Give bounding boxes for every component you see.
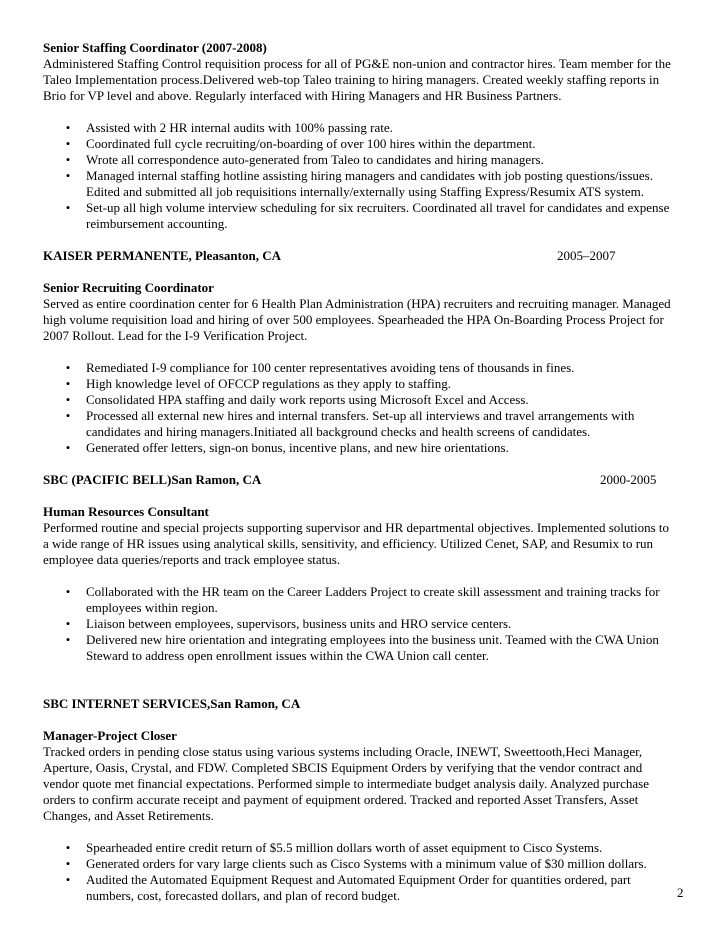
resume-page [43, 40, 683, 904]
bullet-icon: • [65, 200, 71, 215]
job-summary-line: Served as entire coordination center for 6 Health Plan Administration (HPA) recruiters and recruiting manager. Managed [43, 296, 671, 311]
accomplishment-list [43, 840, 683, 904]
job-section-kaiser [43, 248, 683, 456]
job-summary-line: Performed routine and special projects supporting supervisor and HR departmental objectives. Implemented solutions to [43, 520, 670, 535]
bullet-icon: • [65, 376, 71, 391]
job-summary-line: Aperture, Oasis, Crystal, and FDW. Completed SBCIS Equipment Orders by verifying that the vendor contract and [43, 760, 643, 775]
accomplishment-item: • Collaborated with the HR team on the Career Ladders Project to create skill assessment and training tracks for employees within region. [43, 584, 683, 616]
job-title: Human Resources Consultant [43, 504, 209, 519]
job-section-pge [43, 40, 683, 232]
bullet-icon: • [65, 120, 71, 135]
bullet-icon: • [65, 408, 71, 423]
accomplishment-list [43, 360, 683, 456]
accomplishment-item: • Wrote all correspondence auto-generated from Taleo to candidates and hiring managers. [43, 152, 683, 168]
bullet-icon: • [65, 840, 71, 855]
job-summary-line: high volume requisition load and hiring of over 500 employees. Spearheaded the HPA On-Boarding Process Project for [43, 312, 664, 327]
bullet-icon: • [65, 872, 71, 887]
job-summary-line: employee data queries/reports and track employee status. [43, 552, 341, 567]
accomplishment-item: • Remediated I-9 compliance for 100 center representatives avoiding tens of thousands in fines. [43, 360, 683, 376]
job-summary-line: Brio for VP level and above. Regularly interfaced with Hiring Managers and HR Business Partners. [43, 88, 562, 103]
bullet-icon: • [65, 136, 71, 151]
accomplishment-item: • Consolidated HPA staffing and daily work reports using Microsoft Excel and Access. [43, 392, 683, 408]
job-summary-line: Changes, and Asset Retirements. [43, 808, 214, 823]
accomplishment-item: • Liaison between employees, supervisors, business units and HRO service centers. [43, 616, 683, 632]
job-summary-line: vendor quote met financial expectations. Performed simple to intermediate budget analysis daily. Analyzed purchase [43, 776, 649, 791]
accomplishment-item: • Spearheaded entire credit return of $5.5 million dollars worth of asset equipment to Cisco Systems. [43, 840, 683, 856]
job-summary-line: orders to confirm accurate receipt and payment of equipment ordered. Tracked and reported Asset Transfers, Asset [43, 792, 639, 807]
employment-dates: 2005–2007 [557, 248, 616, 263]
bullet-icon: • [65, 584, 71, 599]
accomplishment-item: • Processed all external new hires and internal transfers. Set-up all interviews and travel arrangements with candidates and hiring managers.Initiated all background checks and health screens of candidates. [43, 408, 683, 440]
accomplishment-item: • Coordinated full cycle recruiting/on-boarding of over 100 hires within the department. [43, 136, 683, 152]
accomplishment-item: • Assisted with 2 HR internal audits with 100% passing rate. [43, 120, 683, 136]
company-name: SBC INTERNET SERVICES,San Ramon, CA [43, 696, 301, 711]
job-summary-line: a wide range of HR issues using analytical skills, sensitivity, and efficiency. Utilized Cenet, SAP, and Resumix to run [43, 536, 654, 551]
job-summary-line: Tracked orders in pending close status using various systems including Oracle, INEWT, Sweettooth,Heci Manager, [43, 744, 643, 759]
accomplishment-list [43, 584, 683, 664]
accomplishment-item: • Generated offer letters, sign-on bonus, incentive plans, and new hire orientations. [43, 440, 683, 456]
job-summary-line: Administered Staffing Control requisition process for all of PG&E non-union and contractor hires. Team member for the [43, 56, 671, 71]
job-title: Senior Recruiting Coordinator [43, 280, 214, 295]
bullet-icon: • [65, 152, 71, 167]
job-summary-line: 2007 Rollout. Lead for the I-9 Verification Project. [43, 328, 308, 343]
job-title: Manager-Project Closer [43, 728, 177, 743]
accomplishment-item: • Delivered new hire orientation and integrating employees into the business unit. Teamed with the CWA Union Steward to address open enrollment issues within the CWA Union call center. [43, 632, 683, 664]
job-section-sbc-internet [43, 696, 683, 904]
company-name: KAISER PERMANENTE, Pleasanton, CA [43, 248, 281, 263]
company-name: SBC (PACIFIC BELL)San Ramon, CA [43, 472, 262, 487]
accomplishment-item: • Audited the Automated Equipment Request and Automated Equipment Order for quantities ordered, part numbers, cost, forecasted dollars, and plan of record budget. [43, 872, 683, 904]
bullet-icon: • [65, 360, 71, 375]
bullet-icon: • [65, 616, 71, 631]
company-line [43, 248, 683, 264]
accomplishment-item: • High knowledge level of OFCCP regulations as they apply to staffing. [43, 376, 683, 392]
bullet-icon: • [65, 392, 71, 407]
job-summary-line: Taleo Implementation process.Delivered web-top Taleo training to hiring managers. Created weekly staffing reports in [43, 72, 660, 87]
job-title: Senior Staffing Coordinator (2007-2008) [43, 40, 267, 55]
bullet-icon: • [65, 440, 71, 455]
accomplishment-item: • Managed internal staffing hotline assisting hiring managers and candidates with job posting questions/issues. Edited and submitted all job requisitions internally/externally using Staffing Express/Resumix ATS system. [43, 168, 683, 200]
accomplishment-item: • Generated orders for vary large clients such as Cisco Systems with a minimum value of $30 million dollars. [43, 856, 683, 872]
employment-dates: 2000-2005 [600, 472, 657, 487]
accomplishment-list [43, 120, 683, 232]
bullet-icon: • [65, 168, 71, 183]
page-number: 2 [677, 885, 684, 900]
accomplishment-item: • Set-up all high volume interview scheduling for six recruiters. Coordinated all travel for candidates and expense reimbursement accounting. [43, 200, 683, 232]
bullet-icon: • [65, 632, 71, 647]
job-section-sbc-pacific-bell [43, 472, 683, 664]
company-line [43, 696, 683, 712]
company-line [43, 472, 683, 488]
bullet-icon: • [65, 856, 71, 871]
